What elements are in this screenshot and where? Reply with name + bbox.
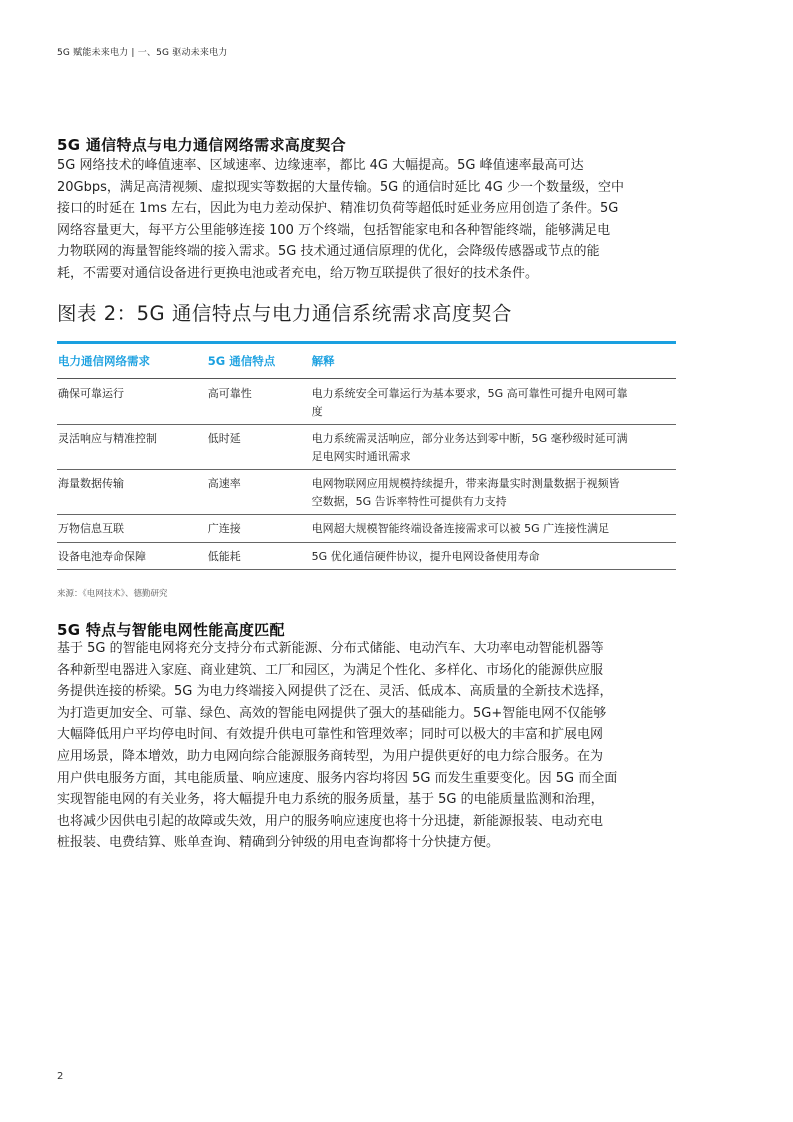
paragraph-line: 接口的时延在 1ms 左右，因此为电力差动保护、精准切负荷等超低时延业务应用创造了条件。5G bbox=[57, 201, 619, 217]
paragraph-line: 各种新型电器进入家庭、商业建筑、工厂和园区，为满足个性化、多样化、市场化的能源供应服 bbox=[57, 662, 604, 678]
cell-explain bbox=[312, 548, 676, 566]
cell-need: 海量数据传输 bbox=[58, 477, 124, 490]
section-1-title: 5G 通信特点与电力通信网络需求高度契合 bbox=[57, 136, 346, 154]
paragraph-line: 桩报装、电费结算、账单查询、精确到分钟级的用电查询都将十分快捷方便。 bbox=[57, 835, 500, 851]
paragraph-line: 为打造更加安全、可靠、绿色、高效的智能电网提供了强大的基础能力。5G+智能电网不仅能够 bbox=[57, 705, 607, 721]
cell-explain-line: 电网超大规模智能终端设备连接需求可以被 5G 广连接性满足 bbox=[311, 522, 610, 535]
table-row bbox=[57, 425, 676, 470]
paragraph-line: 大幅降低用户平均停电时间、有效提升供电可靠性和管理效率；同时可以极大的丰富和扩展电网 bbox=[57, 727, 604, 743]
page-number: 2 bbox=[57, 1071, 64, 1082]
cell-explain bbox=[312, 430, 676, 465]
cell-explain bbox=[312, 385, 676, 420]
table-row bbox=[57, 515, 676, 543]
cell-need: 设备电池寿命保障 bbox=[58, 549, 146, 563]
paragraph-line: 5G 网络技术的峰值速率、区域速率、边缘速率，都比 4G 大幅提高。5G 峰值速率最高可达 bbox=[57, 158, 584, 173]
paragraph-line: 基于 5G 的智能电网将充分支持分布式新能源、分布式储能、电动汽车、大功率电动智能机器等 bbox=[57, 641, 604, 656]
cell-need: 确保可靠运行 bbox=[58, 387, 124, 400]
running-header: 5G 赋能未来电力 | 一、5G 驱动未来电力 bbox=[57, 48, 228, 58]
paragraph-line: 用户供电服务方面，其电能质量、响应速度、服务内容均将因 5G 而发生重要变化。因 5G 而全面 bbox=[57, 770, 618, 786]
figure-title: 图表 2：5G 通信特点与电力通信系统需求高度契合 bbox=[57, 302, 512, 325]
cell-explain-line: 电网物联网应用规模持续提升，带来海量实时测量数据于视频皆 bbox=[311, 477, 620, 490]
cell-explain-line: 足电网实时通讯需求 bbox=[311, 449, 411, 463]
cell-explain-line: 电力系统安全可靠运行为基本要求，5G 高可靠性可提升电网可靠 bbox=[311, 387, 628, 400]
column-header-feature: 5G 通信特点 bbox=[207, 354, 276, 368]
paragraph-line: 也将减少因供电引起的故障或失效，用户的服务响应速度也将十分迅捷，新能源报装、电动充电 bbox=[57, 813, 604, 829]
cell-explain-line: 电力系统需灵活响应，部分业务达到零中断，5G 毫秒级时延可满 bbox=[311, 432, 628, 445]
cell-feature: 广连接 bbox=[207, 522, 241, 535]
cell-need: 灵活响应与精准控制 bbox=[58, 432, 157, 445]
table-row bbox=[57, 543, 676, 571]
table-row bbox=[57, 470, 676, 515]
paragraph-line: 力物联网的海量智能终端的接入需求。5G 技术通过通信原理的优化，会降级传感器或节点的能 bbox=[57, 244, 600, 260]
cell-need: 万物信息互联 bbox=[58, 522, 124, 535]
paragraph-line: 网络容量更大，每平方公里能够连接 100 万个终端，包括智能家电和各种智能终端，能够满足电 bbox=[57, 222, 611, 238]
cell-explain-line: 5G 优化通信硬件协议，提升电网设备使用寿命 bbox=[311, 549, 540, 563]
cell-explain-line: 空数据，5G 告诉率特性可提供有力支持 bbox=[311, 494, 507, 508]
column-header-need: 电力通信网络需求 bbox=[58, 354, 150, 368]
cell-feature: 低能耗 bbox=[207, 549, 241, 563]
cell-explain-line: 度 bbox=[311, 404, 323, 418]
section-1-paragraph bbox=[57, 155, 677, 285]
paragraph-line: 耗，不需要对通信设备进行更换电池或者充电，给万物互联提供了很好的技术条件。 bbox=[57, 265, 539, 281]
figure-source: 来源：《电网技术》、德勤研究 bbox=[57, 589, 168, 599]
column-header-explain: 解释 bbox=[311, 354, 335, 368]
table-row bbox=[57, 379, 676, 425]
paragraph-line: 应用场景，降本增效，助力电网向综合能源服务商转型，为用户提供更好的电力综合服务。在为 bbox=[57, 748, 604, 764]
cell-feature: 高可靠性 bbox=[207, 387, 252, 400]
section-2-title: 5G 特点与智能电网性能高度匹配 bbox=[57, 621, 285, 639]
paragraph-line: 务提供连接的桥梁。5G 为电力终端接入网提供了泛在、灵活、低成本、高质量的全新技术选择， bbox=[57, 684, 613, 700]
paragraph-line: 实现智能电网的有关业务，将大幅提升电力系统的服务质量，基于 5G 的电能质量监测和治理， bbox=[57, 792, 604, 808]
requirements-table bbox=[57, 341, 676, 570]
cell-explain bbox=[312, 475, 676, 510]
cell-feature: 低时延 bbox=[207, 432, 241, 445]
cell-explain bbox=[312, 520, 676, 538]
cell-feature: 高速率 bbox=[207, 477, 241, 490]
section-2-paragraph bbox=[57, 638, 677, 854]
paragraph-line: 20Gbps，满足高清视频、虚拟现实等数据的大量传输。5G 的通信时延比 4G 少一个数量级，空中 bbox=[57, 179, 624, 195]
table-header-row bbox=[57, 344, 676, 379]
